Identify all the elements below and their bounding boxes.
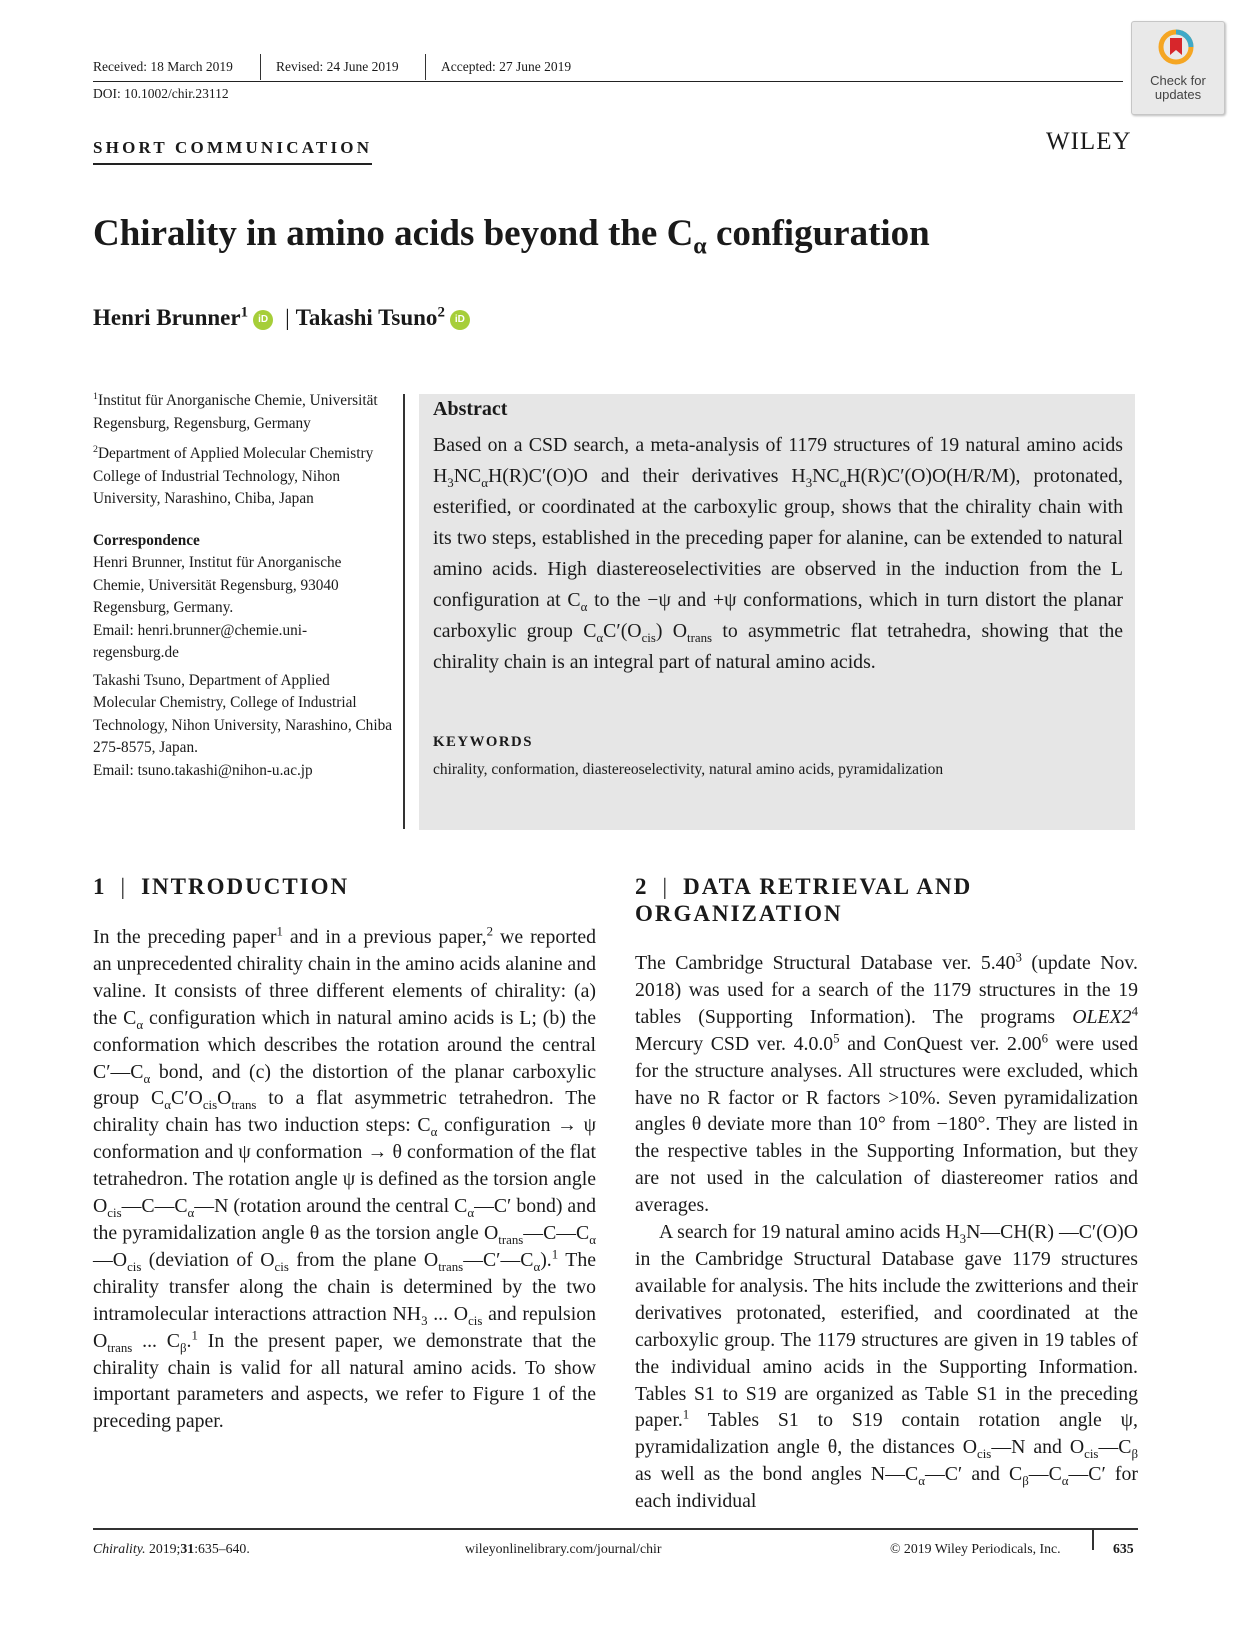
correspondence-2: Takashi Tsuno, Department of Applied Molecular Chemistry, College of Industrial Technology, Nihon University, Narashino, Chiba 275-8575, Japan. Email: tsuno.takashi@nihon-u.ac.jp (93, 671, 393, 779)
publisher-logo: WILEY (1046, 128, 1132, 155)
keywords-heading: KEYWORDS (433, 734, 533, 750)
author-name[interactable]: Henri Brunner (93, 305, 241, 330)
column-divider (403, 394, 405, 829)
author-list: Henri Brunner$^1$ iD | Takashi Tsuno$^2$ iD (93, 305, 470, 331)
section-heading-data-retrieval: 2 | DATA RETRIEVAL AND ORGANIZATION (635, 874, 973, 926)
keywords-list: chirality, conformation, diastereoselectivity, natural amino acids, pyramidalization (433, 761, 944, 778)
data-retrieval-paragraph-2: A search for 19 natural amino acids $H_3N—CH(R)$ —C′(O)O in the Cambridge Structural Database gave 1179 structures available for analysis. The hits include the zwitterions and their derivatives protonated, esterified, and coordinated at the carboxylic group. The 1179 structures are given in 19 tables of the individual amino acids in the Supporting Information. Tables S1 to S19 are organized as Table S1 in the preceding paper.$^1$ Tables S1 to S19 contain rotation angle ψ, pyramidalization angle θ, the distances $O_{cis}—N$ and $O_{cis}—C_\beta$ as well as the bond angles $N—C_\alpha—C'$ and $C_\beta—C_\alpha—C'$ for each individual (635, 1221, 1139, 1513)
accepted-date: Accepted: 27 June 2019 (441, 59, 572, 74)
history-divider (425, 54, 426, 80)
revised-date: Revised: 24 June 2019 (276, 59, 399, 74)
abstract-text: Based on a CSD search, a meta-analysis of 1179 structures of 19 natural amino acids $H_3NC_\alpha H(R)C'(O)O$ and their derivatives $H_3NC_\alpha H(R)C'(O)O(H/R/M)$, protonated, esterified, or coordinated at the carboxylic group, shows that the chirality chain with its two steps, established in the preceding paper for alanine, can be extended to natural amino acids. High diastereoselectivities are observed in the induction from the L configuration at $C_\alpha$ to the −ψ and +ψ conformations, which in turn distort the planar carboxylic group $C_\alpha C'(O_{cis})$ $O_{trans}$ to asymmetric flat tetrahedra, showing that the chirality chain is an integral part of natural amino acids. (433, 434, 1124, 673)
email-link[interactable]: Email: henri.brunner@chemie.uni-regensburg.de (93, 621, 308, 661)
abstract-heading: Abstract (433, 398, 508, 420)
data-retrieval-body (635, 950, 1138, 1515)
correspondence-1: Henri Brunner, Institut für Anorganische Chemie, Universität Regensburg, 93040 Regensburg, Germany. Email: henri.brunner@chemie.uni-regensburg.de (93, 554, 342, 661)
affiliation-2: $^2$Department of Applied Molecular Chemistry College of Industrial Technology, Nihon University, Narashino, Chiba, Japan (93, 443, 374, 507)
orcid-icon[interactable]: iD (253, 310, 273, 330)
journal-citation: Chirality. 2019;31:635–640. (93, 1541, 250, 1556)
history-bar (93, 58, 1123, 82)
section-heading-introduction: 1 | INTRODUCTION (93, 874, 350, 899)
article-title: Chirality in amino acids beyond the $C_\alpha$ configuration (93, 213, 930, 260)
email-link[interactable]: Email: tsuno.takashi@nihon-u.ac.jp (93, 761, 313, 779)
page-number: 635 (1113, 1541, 1134, 1556)
author-name[interactable]: Takashi Tsuno (295, 305, 438, 330)
affiliations (93, 390, 393, 790)
data-retrieval-paragraph-1: The Cambridge Structural Database ver. 5.40$^3$ (update Nov. 2018) was used for a search of the 1179 structures in the 19 tables (Supporting Information). The programs $OLEX2^4$ Mercury CSD ver. 4.0.0$^5$ and ConQuest ver. 2.00$^6$ were used for the structure analyses. All structures were excluded, which have no R factor or R factors >10%. Seven pyramidalization angles θ deviate more than 10° from −180°. They are listed in the respective tables in the Supporting Information, but they are not used in the calculation of diastereomer ratios and averages. (635, 950, 1138, 1217)
abstract-box (419, 394, 1135, 830)
received-date: Received: 18 March 2019 (93, 59, 233, 74)
history-divider (260, 54, 261, 80)
introduction-paragraph: In the preceding paper$^1$ and in a previous paper,$^2$ we reported an unprecedented chirality chain in the amino acids alanine and valine. It consists of three different elements of chirality: (a) the $C_\alpha$ configuration which in natural amino acids is L; (b) the conformation which describes the rotation around the central $C'—C_\alpha$ bond, and (c) the distortion of the planar carboxylic group $C_\alpha C'O_{cis}O_{trans}$ to a flat asymmetric tetrahedron. The chirality chain has two induction steps: $C_\alpha$ configuration → ψ conformation and ψ conformation → θ conformation of the flat tetrahedron. The rotation angle ψ is defined as the torsion angle $O_{cis}—C—C_\alpha—N$ (rotation around the central $C_\alpha—C'$ bond) and the pyramidalization angle θ as the torsion angle $O_{trans}—C—C_\alpha—O_{cis}$ (deviation of $O_{cis}$ from the plane $O_{trans}—C'—C_\alpha).^1$ The chirality transfer along the chain is determined by the two intramolecular interactions attraction $NH_3$ ... $O_{cis}$ and repulsion $O_{trans}$ ... $C_\beta.^1$ In the present paper, we demonstrate that the chirality chain is valid for all natural amino acids. To show important parameters and aspects, we refer to Figure 1 of the preceding paper. (93, 924, 597, 1433)
orcid-icon[interactable]: iD (450, 310, 470, 330)
journal-url-link[interactable]: wileyonlinelibrary.com/journal/chir (465, 1541, 662, 1556)
crossmark-icon (1157, 28, 1195, 66)
copyright-notice: © 2019 Wiley Periodicals, Inc. (890, 1541, 1061, 1556)
footer-rule (93, 1528, 1138, 1530)
footer-divider (1092, 1528, 1094, 1550)
correspondence-heading: Correspondence (93, 531, 200, 549)
doi-link[interactable]: DOI: 10.1002/chir.23112 (93, 86, 229, 101)
check-for-updates-button[interactable] (1131, 21, 1225, 115)
check-for-updates-label: Check for updates (1150, 73, 1206, 102)
article-type-label: SHORT COMMUNICATION (93, 138, 372, 165)
introduction-body (93, 924, 596, 1435)
affiliation-1: $^1$Institut für Anorganische Chemie, Universität Regensburg, Regensburg, Germany (93, 390, 378, 432)
